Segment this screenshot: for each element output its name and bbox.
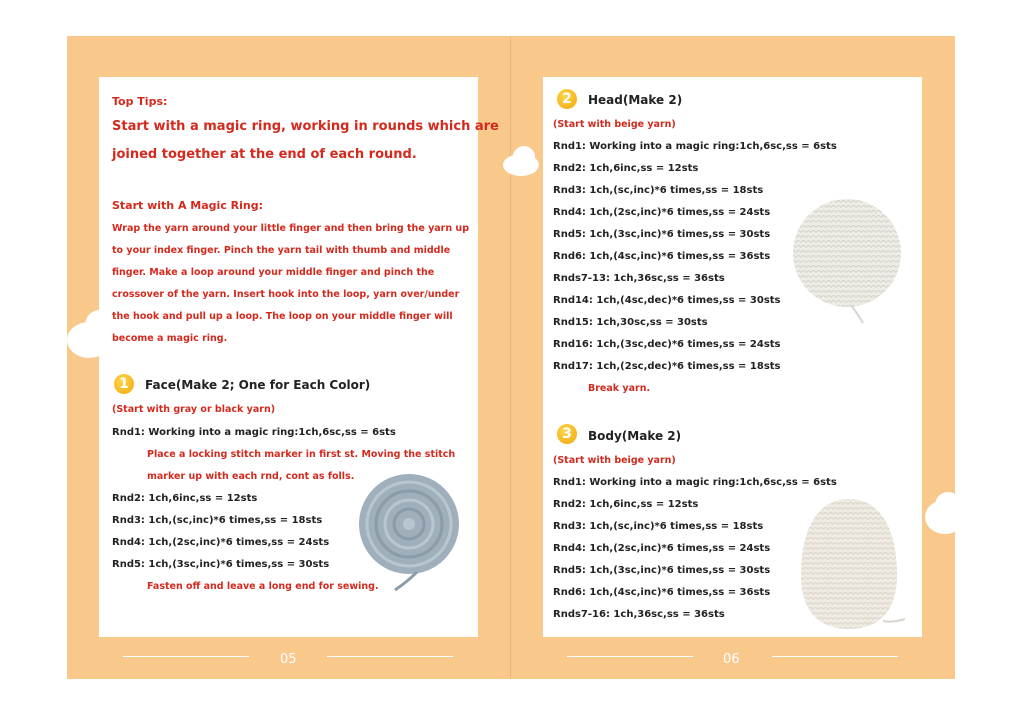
body-start-note: (Start with beige yarn) (553, 455, 676, 466)
head-rnd: Rnds7-13: 1ch,36sc,ss = 36sts (553, 273, 725, 284)
head-rnd: Rnd6: 1ch,(4sc,inc)*6 times,ss = 36sts (553, 251, 771, 262)
face-end-note: Fasten off and leave a long end for sewing. (147, 581, 379, 592)
face-rnd-5: Rnd5: 1ch,(3sc,inc)*6 times,ss = 30sts (112, 559, 330, 570)
face-marker-note-2: marker up with each rnd, cont as folls. (147, 471, 355, 482)
head-rnd: Rnd3: 1ch,(sc,inc)*6 times,ss = 18sts (553, 185, 764, 196)
footer-line-right-a (567, 656, 693, 657)
head-rnd: Rnd2: 1ch,6inc,ss = 12sts (553, 163, 699, 174)
face-start-note: (Start with gray or black yarn) (112, 404, 276, 415)
page-05 (99, 77, 499, 637)
page-number-05: 05 (280, 652, 297, 667)
book-spread (67, 36, 955, 679)
head-rnd: Rnd15: 1ch,30sc,ss = 30sts (553, 317, 708, 328)
tips-line-1: Start with a magic ring, working in rounds which are (112, 119, 499, 134)
magic-ring-line: become a magic ring. (112, 333, 228, 344)
body-rnd: Rnd3: 1ch,(sc,inc)*6 times,ss = 18sts (553, 521, 764, 532)
face-marker-note-1: Place a locking stitch marker in first st. Moving the stitch (147, 449, 456, 460)
magic-ring-line: the hook and pull up a loop. The loop on your middle finger will (112, 311, 453, 322)
body-rnd: Rnd6: 1ch,(4sc,inc)*6 times,ss = 36sts (553, 587, 771, 598)
magic-ring-line: crossover of the yarn. Insert hook into the loop, yarn over/under (112, 289, 460, 300)
head-start-note: (Start with beige yarn) (553, 119, 676, 130)
head-rnd: Rnd14: 1ch,(4sc,dec)*6 times,ss = 30sts (553, 295, 781, 306)
cloud-mid-b (513, 146, 535, 168)
section-1-badge: 1 (114, 374, 134, 394)
tips-line-2: joined together at the end of each round. (112, 147, 417, 162)
page-gutter (510, 36, 511, 679)
body-section-title: Body(Make 2) (588, 429, 682, 443)
head-rnd: Rnd17: 1ch,(2sc,dec)*6 times,ss = 18sts (553, 361, 781, 372)
head-rnd: Rnd4: 1ch,(2sc,inc)*6 times,ss = 24sts (553, 207, 771, 218)
beige-head-crochet-image (791, 195, 903, 325)
body-rnd: Rnd4: 1ch,(2sc,inc)*6 times,ss = 24sts (553, 543, 771, 554)
magic-ring-line: Wrap the yarn around your little finger and then bring the yarn up (112, 223, 469, 234)
footer-line-left-a (123, 656, 249, 657)
face-section-title: Face(Make 2; One for Each Color) (145, 378, 371, 392)
head-rnd: Rnd5: 1ch,(3sc,inc)*6 times,ss = 30sts (553, 229, 771, 240)
beige-body-crochet-image (793, 497, 911, 637)
page-06 (543, 77, 922, 637)
face-rnd-3: Rnd3: 1ch,(sc,inc)*6 times,ss = 18sts (112, 515, 323, 526)
magic-ring-line: finger. Make a loop around your middle finger and pinch the (112, 267, 435, 278)
body-rnd: Rnd1: Working into a magic ring:1ch,6sc,ss = 6sts (553, 477, 837, 488)
tips-title: Top Tips: (112, 95, 168, 108)
cloud-right-b (935, 492, 961, 518)
body-rnd: Rnd2: 1ch,6inc,ss = 12sts (553, 499, 699, 510)
section-2-badge: 2 (557, 89, 577, 109)
magic-ring-line: to your index finger. Pinch the yarn tail with thumb and middle (112, 245, 451, 256)
footer-line-left-b (327, 656, 453, 657)
page-number-06: 06 (723, 652, 740, 667)
head-rnd: Rnd1: Working into a magic ring:1ch,6sc,ss = 6sts (553, 141, 837, 152)
footer-line-right-b (772, 656, 898, 657)
face-rnd-1: Rnd1: Working into a magic ring:1ch,6sc,ss = 6sts (112, 427, 396, 438)
face-rnd-4: Rnd4: 1ch,(2sc,inc)*6 times,ss = 24sts (112, 537, 330, 548)
face-rnd-2: Rnd2: 1ch,6inc,ss = 12sts (112, 493, 258, 504)
section-3-badge: 3 (557, 424, 577, 444)
body-rnd: Rnd5: 1ch,(3sc,inc)*6 times,ss = 30sts (553, 565, 771, 576)
body-rnd: Rnds7-16: 1ch,36sc,ss = 36sts (553, 609, 725, 620)
head-rnd: Rnd16: 1ch,(3sc,dec)*6 times,ss = 24sts (553, 339, 781, 350)
magic-ring-title: Start with A Magic Ring: (112, 199, 264, 212)
gray-face-crochet-image (355, 472, 465, 592)
head-end-note: Break yarn. (588, 383, 651, 394)
head-section-title: Head(Make 2) (588, 93, 683, 107)
